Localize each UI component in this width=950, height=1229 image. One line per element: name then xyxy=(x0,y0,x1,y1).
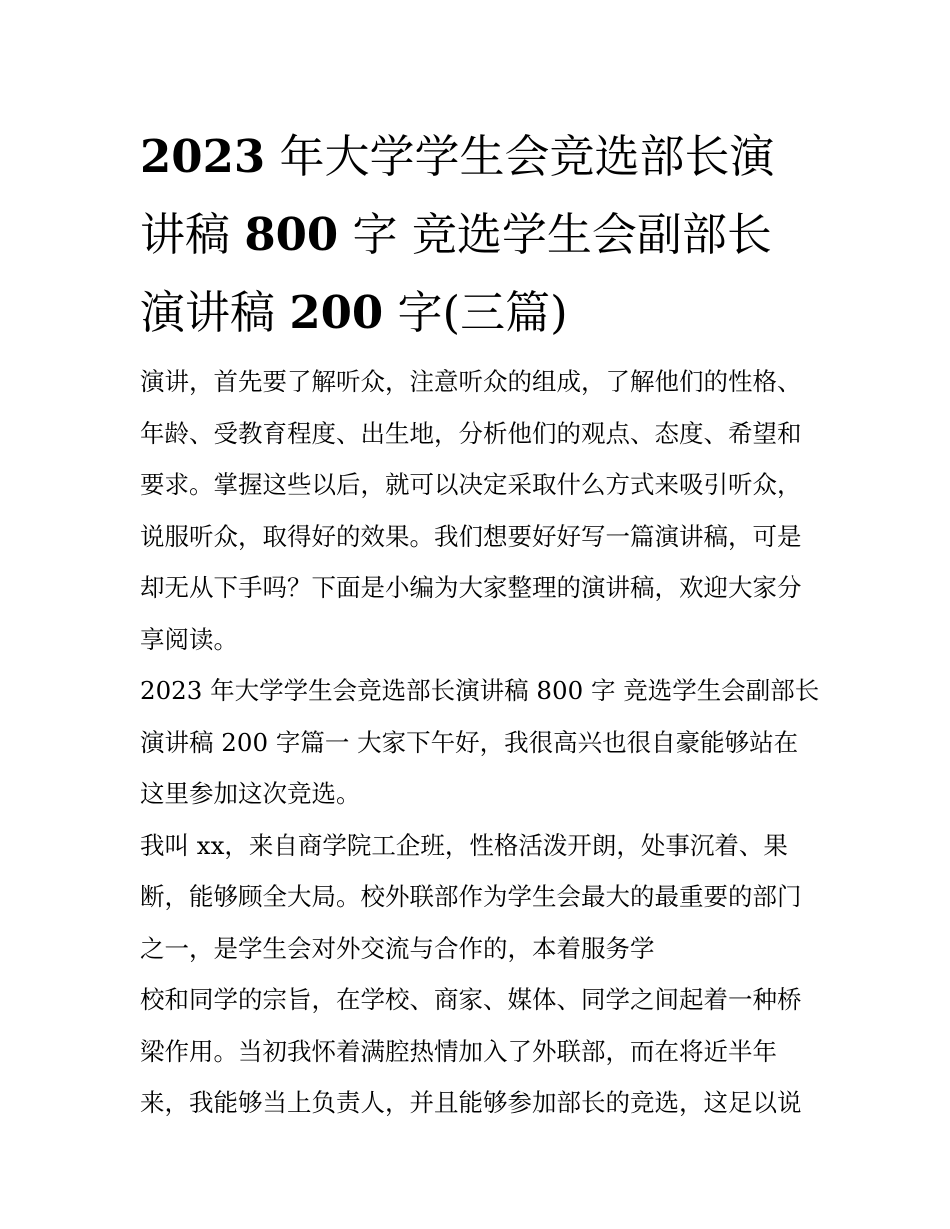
body-line: 校和同学的宗旨，在学校、商家、媒体、同学之间起着一种桥 xyxy=(140,985,802,1014)
body-line: 说服听众，取得好的效果。我们想要好好写一篇演讲稿，可是 xyxy=(140,521,802,551)
body-line: 梁作用。当初我怀着满腔热情加入了外联部，而在将近半年 xyxy=(140,1036,777,1066)
body-line: 断，能够顾全大局。校外联部作为学生会最大的最重要的部门 xyxy=(140,882,802,911)
body-line: 年龄、受教育程度、出生地，分析他们的观点、态度、希望和 xyxy=(140,418,802,448)
title-number: 800 xyxy=(244,208,339,261)
body-line: 2023 年大学学生会竞选部长演讲稿 800 字 竞选学生会副部长 xyxy=(140,676,820,705)
body-line: 演讲稿 200 字篇一 大家下午好，我很高兴也很自豪能够站在 xyxy=(140,727,799,757)
body-line: 我叫 xx，来自商学院工企班，性格活泼开朗，处事沉着、果 xyxy=(140,830,788,860)
body-line: 却无从下手吗？下面是小编为大家整理的演讲稿，欢迎大家分 xyxy=(140,573,802,602)
title-line-1: 2023 年大学学生会竞选部长演 xyxy=(140,130,775,183)
title-line-2: 讲稿 800 字 竞选学生会副部长 xyxy=(140,208,772,261)
body-line: 享阅读。 xyxy=(140,624,238,654)
document-title xyxy=(140,118,820,352)
body-line: 来，我能够当上负责人，并且能够参加部长的竞选，这足以说 xyxy=(140,1088,802,1117)
title-number: 200 xyxy=(289,286,384,339)
body-line: 演讲，首先要了解听众，注意听众的组成，了解他们的性格、 xyxy=(140,367,802,396)
body-line: 要求。掌握这些以后，就可以决定采取什么方式来吸引听众， xyxy=(140,470,802,499)
body-line: 这里参加这次竞选。 xyxy=(140,779,361,808)
body-line: 之一，是学生会对外交流与合作的，本着服务学 xyxy=(140,933,655,963)
document-body xyxy=(140,356,820,1129)
title-line-3: 演讲稿 200 字(三篇) xyxy=(140,286,568,339)
title-number: 2023 xyxy=(140,130,266,183)
